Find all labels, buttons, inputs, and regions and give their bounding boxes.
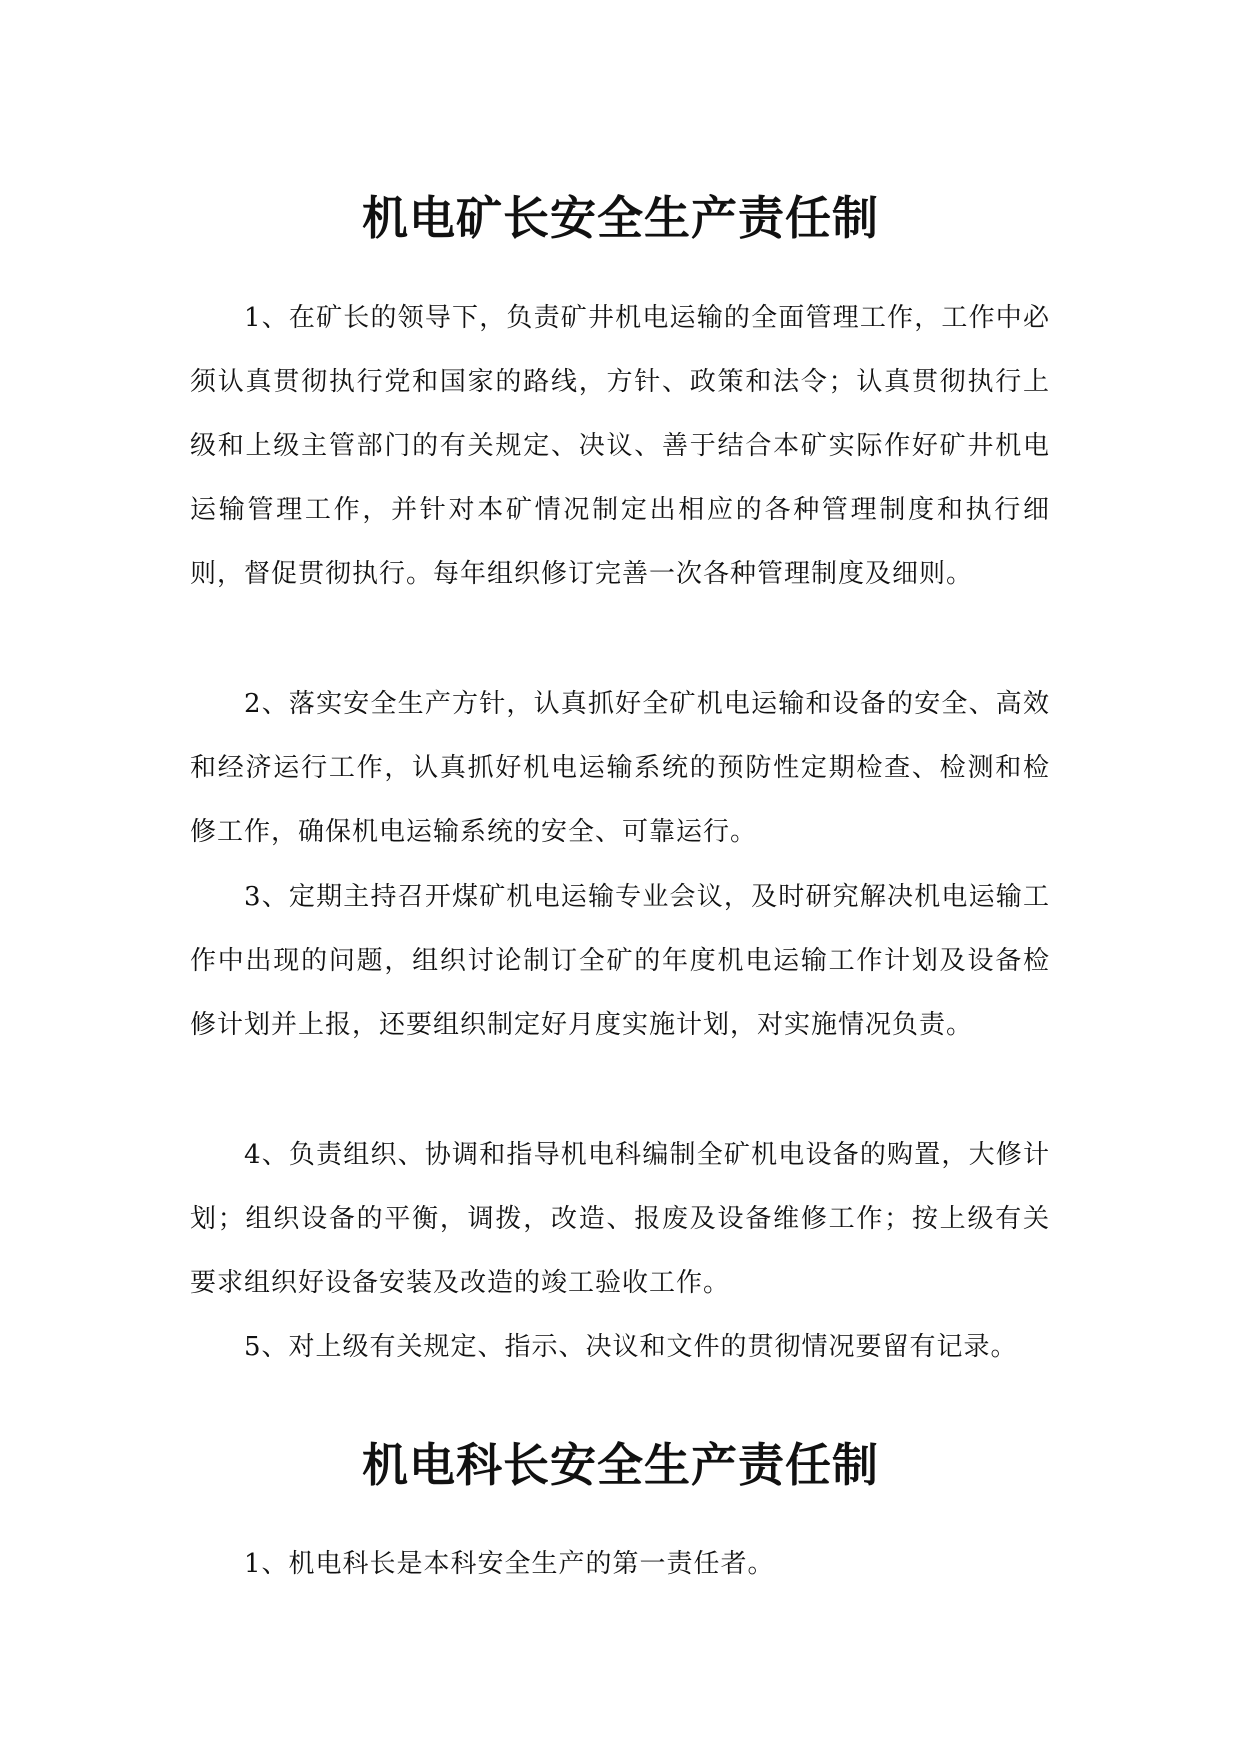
paragraph-3: 3、定期主持召开煤矿机电运输专业会议，及时研究解决机电运输工作中出现的问题，组织讨论制订全矿的年度机电运输工作计划及设备检修计划并上报，还要组织制定好月度实施计划，对实施情况负责。 — [190, 882, 1050, 1040]
paragraph-2: 2、落实安全生产方针，认真抓好全矿机电运输和设备的安全、高效和经济运行工作，认真抓好机电运输系统的预防性定期检查、检测和检修工作，确保机电运输系统的安全、可靠运行。 — [190, 689, 1050, 847]
paragraph-1: 1、在矿长的领导下，负责矿井机电运输的全面管理工作，工作中必须认真贯彻执行党和国家的路线，方针、政策和法令；认真贯彻执行上级和上级主管部门的有关规定、决议、善于结合本矿实际作好矿井机电运输管理工作，并针对本矿情况制定出相应的各种管理制度和执行细则，督促贯彻执行。每年组织修订完善一次各种管理制度及细则。 — [190, 303, 1050, 589]
paragraph-6: 1、机电科长是本科安全生产的第一责任者。 — [244, 1549, 775, 1579]
section-title-electromechanical-section-chief: 机电科长安全生产责任制 — [362, 1438, 879, 1492]
paragraph-4: 4、负责组织、协调和指导机电科编制全矿机电设备的购置，大修计划；组织设备的平衡，调拨，改造、报废及设备维修工作；按上级有关要求组织好设备安装及改造的竣工验收工作。 — [190, 1140, 1050, 1298]
paragraph-5: 5、对上级有关规定、指示、决议和文件的贯彻情况要留有记录。 — [244, 1332, 1018, 1362]
section-title-mine-electromechanical-director: 机电矿长安全生产责任制 — [362, 191, 879, 245]
